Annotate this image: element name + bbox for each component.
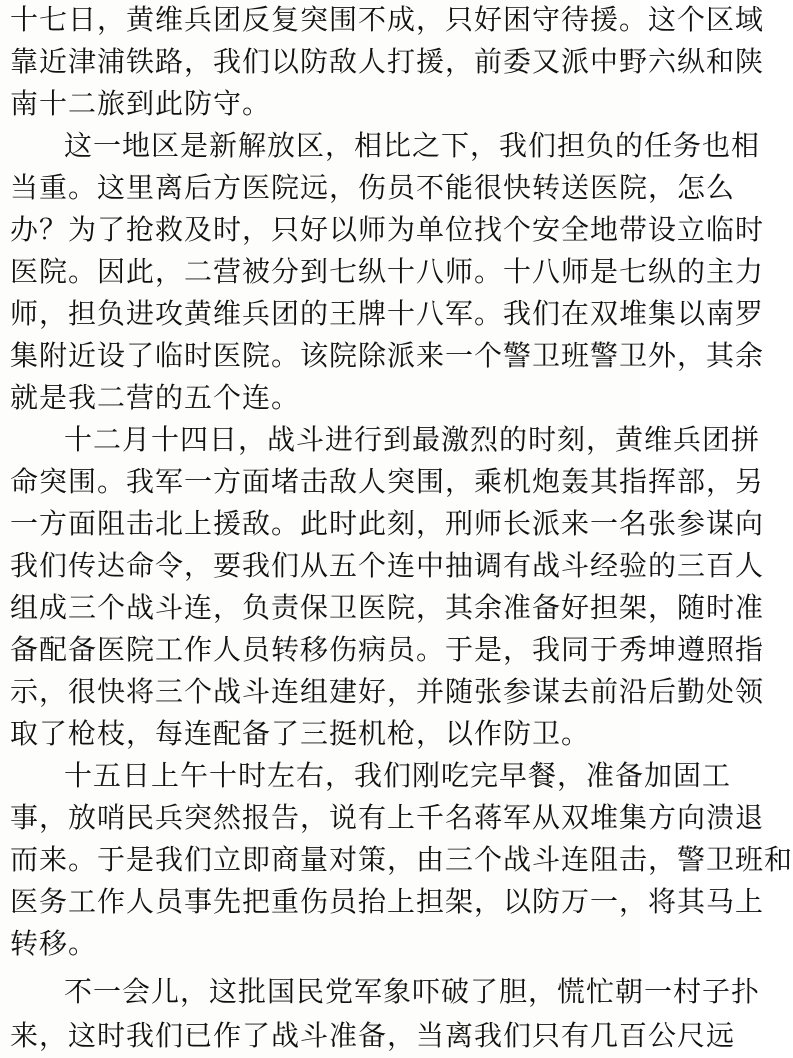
text-line-16: 备配备医院工作人员转移伤病员。于是，我同于秀坤遵照指 xyxy=(10,633,765,666)
text-line-20: 事，放哨民兵突然报告，说有上千名蒋军从双堆集方向溃退 xyxy=(10,801,765,834)
text-line-14: 我们传达命令，要我们从五个连中抽调有战斗经验的三百人 xyxy=(10,549,765,582)
text-line-21: 而来。于是我们立即商量对策，由三个战斗连阻击，警卫班和 xyxy=(10,843,793,876)
text-line-8: 师，担负进攻黄维兵团的王牌十八军。我们在双堆集以南罗 xyxy=(10,297,765,330)
text-line-5: 当重。这里离后方医院远，伤员不能很快转送医院，怎么 xyxy=(10,171,736,204)
text-line-1: 十七日，黄维兵团反复突围不成，只好困守待援。这个区域 xyxy=(10,3,765,36)
text-line-12: 命突围。我军一方面堵击敌人突围，乘机炮轰其指挥部，另 xyxy=(10,465,765,498)
text-line-6: 办？为了抢救及时，只好以师为单位找个安全地带设立临时 xyxy=(10,213,765,246)
text-line-2: 靠近津浦铁路，我们以防敌人打援，前委又派中野六纵和陕 xyxy=(10,45,765,78)
text-line-15: 组成三个战斗连，负责保卫医院，其余准备好担架，随时准 xyxy=(10,591,765,624)
text-line-3: 南十二旅到此防守。 xyxy=(10,87,272,120)
text-line-4: 这一地区是新解放区，相比之下，我们担负的任务也相 xyxy=(64,129,761,162)
text-line-23: 转移。 xyxy=(10,927,98,960)
text-line-10: 就是我二营的五个连。 xyxy=(10,381,301,414)
text-line-24: 不一会儿，这批国民党军象吓破了胆，慌忙朝一村子扑 xyxy=(64,975,761,1008)
text-line-7: 医院。因此，二营被分到七纵十八师。十八师是七纵的主力 xyxy=(10,255,765,288)
text-line-13: 一方面阻击北上援敌。此时此刻，刑师长派来一名张参谋向 xyxy=(10,507,765,540)
text-line-22: 医务工作人员事先把重伤员抬上担架，以防万一，将其马上 xyxy=(10,885,765,918)
text-line-17: 示，很快将三个战斗连组建好，并随张参谋去前沿后勤处领 xyxy=(10,675,765,708)
text-line-9: 集附近设了临时医院。该院除派来一个警卫班警卫外，其余 xyxy=(10,339,765,372)
text-line-19: 十五日上午十时左右，我们刚吃完早餐，准备加固工 xyxy=(64,759,732,792)
text-line-25: 来，这时我们已作了战斗准备，当离我们只有几百公尺远 xyxy=(10,1019,736,1052)
text-line-11: 十二月十四日，战斗进行到最激烈的时刻，黄维兵团拼 xyxy=(64,423,761,456)
text-line-18: 取了枪枝，每连配备了三挺机枪，以作防卫。 xyxy=(10,717,591,750)
